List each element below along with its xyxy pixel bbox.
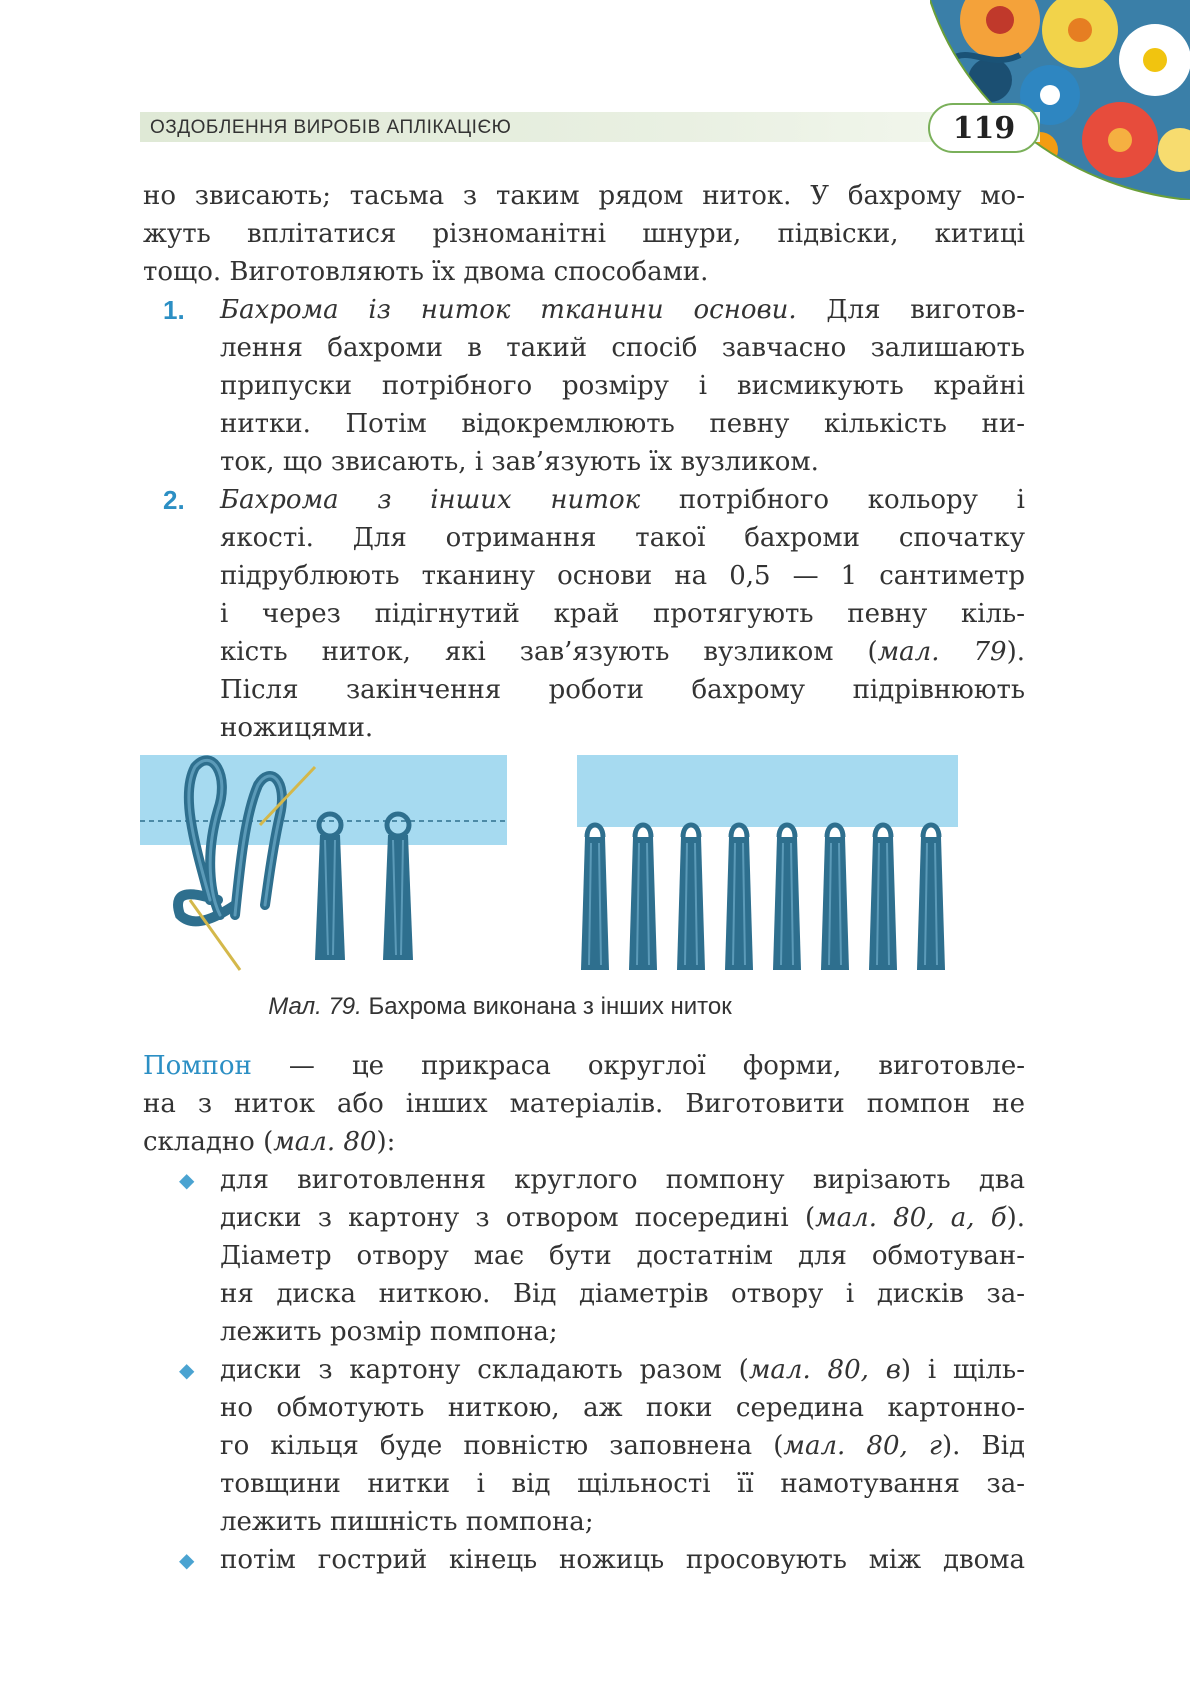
figure-reference: мал. 80, г bbox=[783, 1431, 943, 1461]
tassel bbox=[725, 825, 753, 970]
tassel bbox=[821, 825, 849, 970]
text-line: ): bbox=[376, 1127, 396, 1157]
text-line: диски з картону складають разом ( bbox=[220, 1355, 749, 1385]
decorative-flowers-icon bbox=[930, 0, 1190, 200]
text-line: ножицями. bbox=[220, 713, 374, 743]
list-number: 1. bbox=[163, 295, 185, 325]
figure-caption bbox=[140, 993, 860, 1021]
text-line: лення бахроми в такий спосіб завчасно залишають bbox=[220, 333, 1025, 363]
text-line: підрублюють тканину основи на 0,5 — 1 сантиметр bbox=[220, 561, 1025, 591]
term-pompon: Помпон bbox=[143, 1051, 252, 1081]
method-title: Бахрома з інших ниток bbox=[220, 485, 641, 515]
text-line: но обмотують ниткою, аж поки середина картонно- bbox=[220, 1393, 1025, 1423]
text-line: тощо. Виготовляють їх двома способами. bbox=[143, 257, 709, 287]
text-line: припуски потрібного розміру і висмикують крайні bbox=[220, 371, 1025, 401]
figure-reference: мал. 80, в bbox=[748, 1355, 901, 1385]
text-line: товщини нитки і від щільності її намотування за- bbox=[220, 1469, 1025, 1499]
text-line: ток, що звисають, і зав’язують їх вузликом. bbox=[220, 447, 819, 477]
method-title: Бахрома із ниток тканини основи. bbox=[220, 295, 797, 325]
text-line: ) і щіль- bbox=[900, 1355, 1025, 1385]
diamond-bullet-icon: ◆ bbox=[179, 1358, 195, 1382]
figure-reference: мал. 79 bbox=[877, 637, 1007, 667]
tassel bbox=[581, 825, 609, 970]
tassel bbox=[629, 825, 657, 970]
text-line: лежить пишність помпона; bbox=[220, 1507, 594, 1537]
text-line: но звисають; тасьма з таким рядом ниток. У бахрому мо- bbox=[143, 181, 1025, 211]
text-line: якості. Для отримання такої бахроми спочатку bbox=[220, 523, 1025, 553]
text-line: і через підігнутий край протягують певну кіль- bbox=[220, 599, 1025, 629]
text-line: го кільця буде повністю заповнена ( bbox=[220, 1431, 784, 1461]
tassel bbox=[869, 825, 897, 970]
text-line: ). Від bbox=[942, 1431, 1025, 1461]
text-line: на з ниток або інших матеріалів. Виготовити помпон не bbox=[143, 1089, 1025, 1119]
tassel bbox=[773, 825, 801, 970]
page-number: 119 bbox=[928, 103, 1040, 153]
text-line: нитки. Потім відокремлюють певну кількість ни- bbox=[220, 409, 1025, 439]
text-line: складно ( bbox=[143, 1127, 274, 1157]
text-line: ня диска ниткою. Від діаметрів отвору і дисків за- bbox=[220, 1279, 1025, 1309]
fringe-illustration bbox=[140, 755, 1040, 990]
tassel bbox=[677, 825, 705, 970]
list-number: 2. bbox=[163, 485, 185, 515]
tassel-row-right bbox=[581, 825, 945, 970]
diamond-bullet-icon: ◆ bbox=[179, 1168, 195, 1192]
text-line: Після закінчення роботи бахрому підрівнюють bbox=[220, 675, 1025, 705]
text-line: ). bbox=[1006, 1203, 1026, 1233]
text-line: потрібного кольору і bbox=[640, 485, 1026, 515]
fabric-strip-right bbox=[577, 755, 958, 827]
text-line: кість ниток, які зав’язують вузликом ( bbox=[220, 637, 878, 667]
text-line: Для виготов- bbox=[796, 295, 1025, 325]
figure-reference: мал. 80 bbox=[273, 1127, 377, 1157]
text-line: диски з картону з отвором посередині ( bbox=[220, 1203, 816, 1233]
figure-reference: мал. 80, а, б bbox=[815, 1203, 1007, 1233]
intro-paragraph bbox=[143, 177, 1025, 291]
diamond-bullet-icon: ◆ bbox=[179, 1548, 195, 1572]
section-title: ОЗДОБЛЕННЯ ВИРОБІВ АПЛІКАЦІЄЮ bbox=[150, 117, 512, 138]
text-line: — це прикраса округлої форми, виготовле- bbox=[251, 1051, 1025, 1081]
pompon-paragraph bbox=[143, 1047, 1025, 1161]
text-line: потім гострий кінець ножиць просовують між двома bbox=[220, 1545, 1025, 1575]
text-line: Діаметр отвору має бути достатнім для обмотуван- bbox=[220, 1241, 1025, 1271]
text-line: лежить розмір помпона; bbox=[220, 1317, 558, 1347]
text-line: для виготовлення круглого помпону вирізають два bbox=[220, 1165, 1025, 1195]
text-line: жуть вплітатися різноманітні шнури, підвіски, китиці bbox=[143, 219, 1025, 249]
tassel bbox=[917, 825, 945, 970]
text-line: ). bbox=[1006, 637, 1025, 667]
caption-label: Мал. 79. bbox=[268, 993, 362, 1020]
caption-text: Бахрома виконана з інших ниток bbox=[361, 993, 732, 1020]
